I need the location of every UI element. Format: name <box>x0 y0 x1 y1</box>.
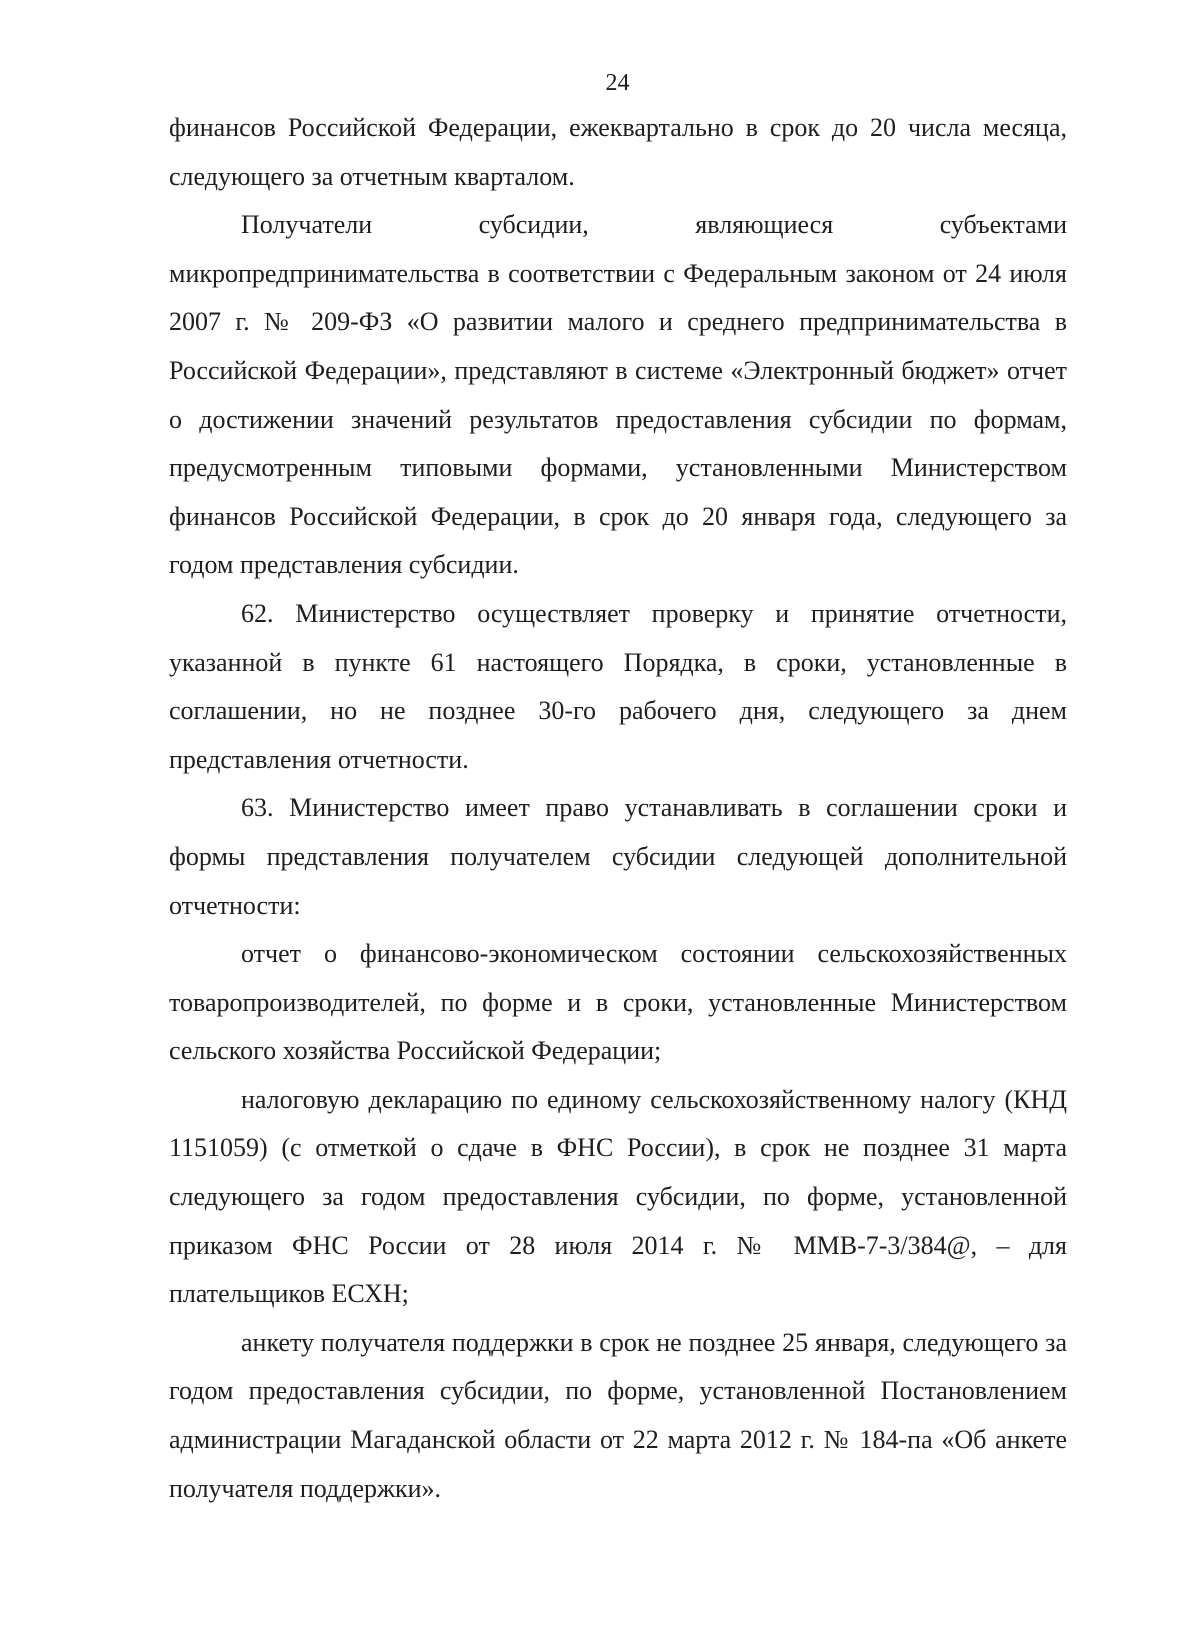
paragraph-62: 62. Министерство осуществляет проверку и принятие отчетности, указанной в пункте 61 настоящего Порядка, в сроки, установленные в соглашении, но не позднее 30-го рабочего дня, следующего за днем представления отчетности. <box>169 598 1067 774</box>
paragraph-recipients-reporting: Получатели субсидии, являющиеся субъектами микропредпринимательства в соответствии с Федеральным законом от 24 июля 2007 г. № 209-ФЗ «О развитии малого и среднего предпринимательства в Российской Федерации», представляют в системе «Электронный бюджет» отчет о достижении значений результатов предоставления субсидии по формам, предусмотренным типовыми формами, установленными Министерством финансов Российской Федерации, в срок до 20 января года, следующего за годом представления субсидии. <box>169 210 1067 580</box>
paragraph-continuation: финансов Российской Федерации, ежеквартально в срок до 20 числа месяца, следующего за отчетным кварталом. <box>169 113 1067 191</box>
list-item-tax-declaration: налоговую декларацию по единому сельскохозяйственному налогу (КНД 1151059) (с отметкой о сдаче в ФНС России), в срок не позднее 31 марта следующего за годом предоставления субсидии, по форме, установленной приказом ФНС России от 28 июля 2014 г. № ММВ-7-3/384@, – для плательщиков ЕСХН; <box>169 1084 1067 1309</box>
list-item-recipient-questionnaire: анкету получателя поддержки в срок не позднее 25 января, следующего за годом предоставления субсидии, по форме, установленной Постановлением администрации Магаданской области от 22 марта 2012 г. № 184-па «Об анкете получателя поддержки». <box>169 1327 1067 1503</box>
body-text <box>169 104 1067 1513</box>
paragraph-63: 63. Министерство имеет право устанавливать в соглашении сроки и формы представления получателем субсидии следующей дополнительной отчетности: <box>169 793 1067 920</box>
page-number: 24 <box>605 70 630 96</box>
list-item-financial-report: отчет о финансово-экономическом состоянии сельскохозяйственных товаропроизводителей, по форме и в сроки, установленные Министерством сельского хозяйства Российской Федерации; <box>169 939 1067 1066</box>
